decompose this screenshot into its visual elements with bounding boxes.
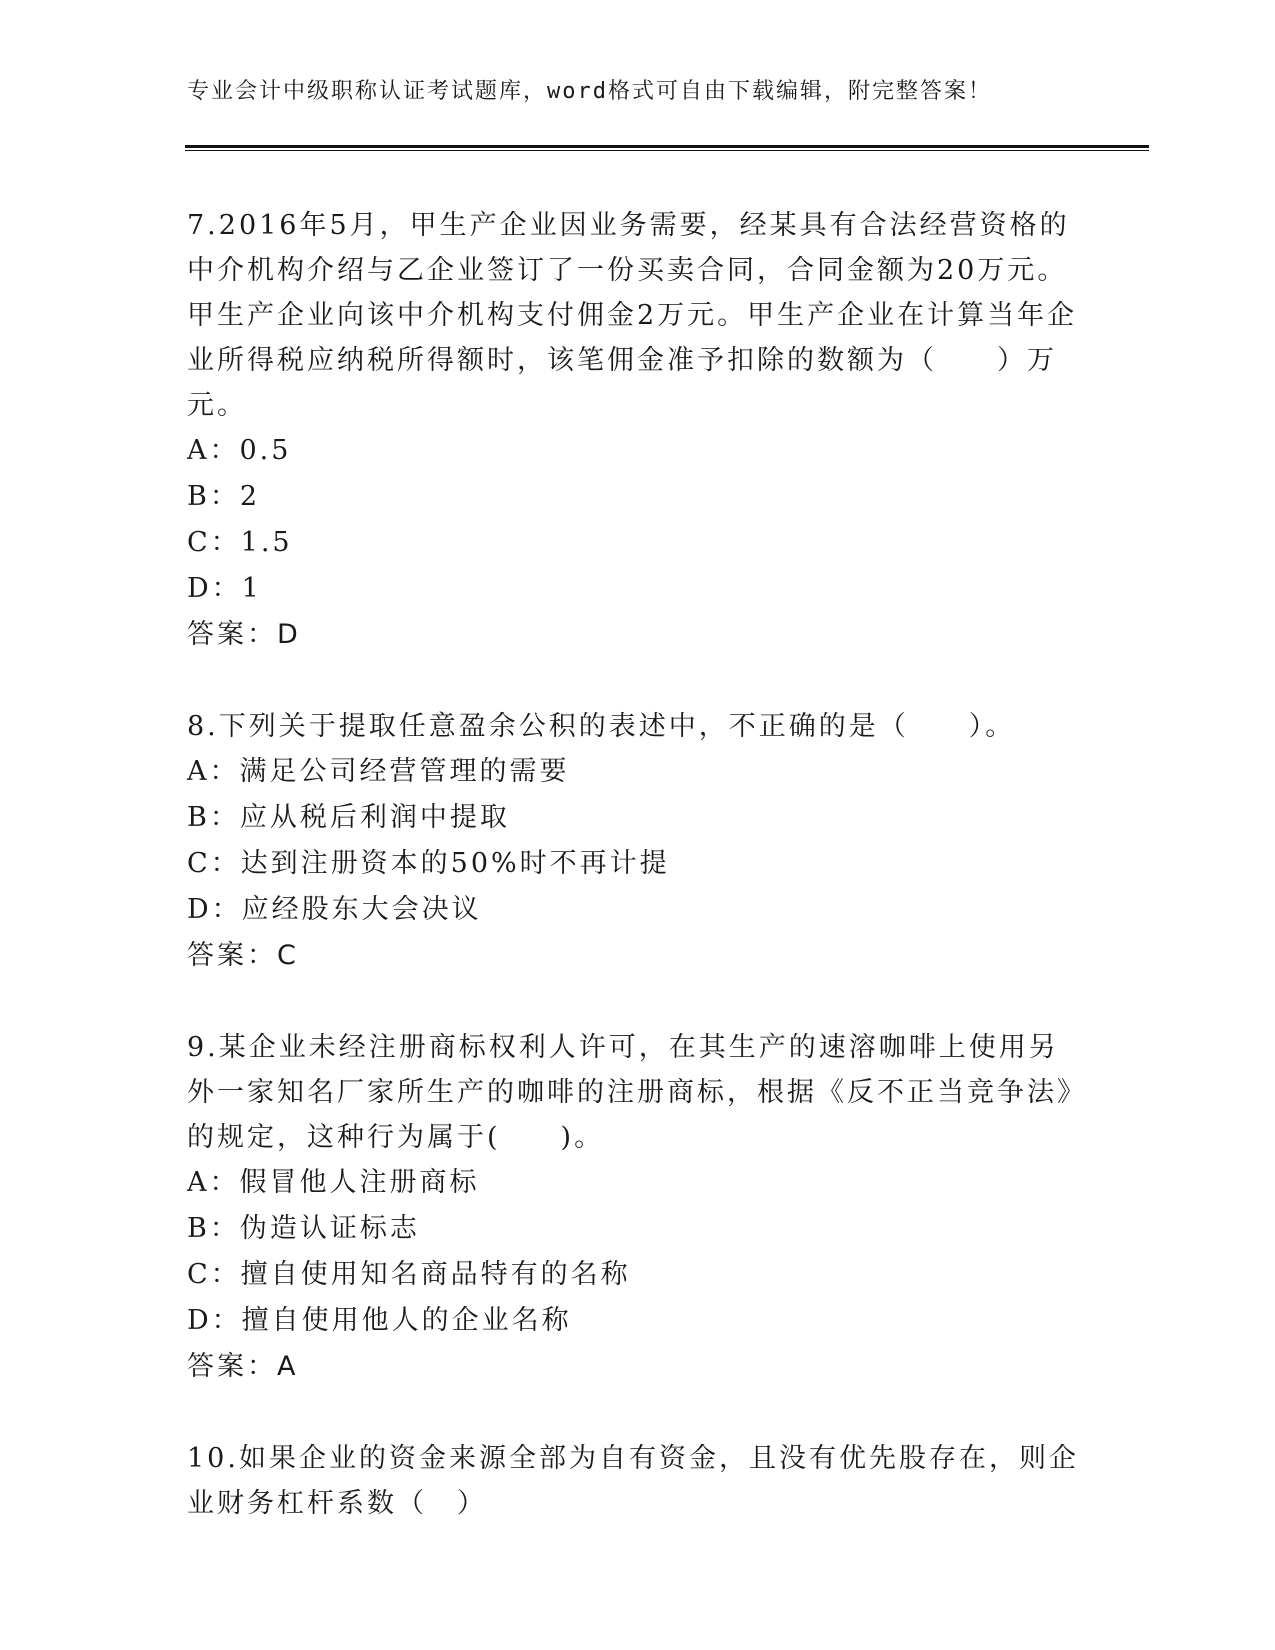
question-list: [187, 203, 1087, 1572]
option-a: A：满足公司经营管理的需要: [187, 756, 570, 787]
option-d: D：1: [187, 573, 262, 604]
header-divider: [185, 145, 1149, 148]
header-divider-thin: [185, 150, 1149, 151]
option-a: A：假冒他人注册商标: [187, 1167, 480, 1198]
option-c: C：1.5: [187, 527, 293, 558]
answer-line: 答案：C: [187, 940, 299, 971]
option-d: D：应经股东大会决议: [187, 894, 482, 925]
question-stem: 10.如果企业的资金来源全部为自有资金，且没有优先股存在，则企业财务杠杆系数（ ）: [187, 1443, 1079, 1519]
question-10: [187, 1436, 1087, 1526]
question-7: [187, 203, 1087, 658]
option-b: B：伪造认证标志: [187, 1213, 420, 1244]
answer-line: 答案：D: [187, 619, 301, 650]
question-9: [187, 1025, 1087, 1390]
question-stem: 8.下列关于提取任意盈余公积的表述中，不正确的是（ ）。: [187, 711, 1016, 742]
option-a: A：0.5: [187, 435, 292, 466]
question-stem: 7.2016年5月，甲生产企业因业务需要，经某具有合法经营资格的中介机构介绍与乙企业签订了一份买卖合同，合同金额为20万元。甲生产企业向该中介机构支付佣金2万元。甲生产企业在计算当年企业所得税应纳税所得额时，该笔佣金准予扣除的数额为（ ）万元。: [187, 210, 1078, 421]
option-c: C：擅自使用知名商品特有的名称: [187, 1259, 631, 1290]
question-stem: 9.某企业未经注册商标权利人许可，在其生产的速溶咖啡上使用另外一家知名厂家所生产的咖啡的注册商标，根据《反不正当竞争法》的规定，这种行为属于( )。: [187, 1032, 1087, 1153]
answer-line: 答案：A: [187, 1351, 299, 1382]
option-b: B：2: [187, 481, 261, 512]
question-8: [187, 704, 1087, 979]
page-header: 专业会计中级职称认证考试题库，word格式可自由下载编辑，附完整答案！: [187, 79, 992, 104]
option-b: B：应从税后利润中提取: [187, 802, 510, 833]
option-c: C：达到注册资本的50%时不再计提: [187, 848, 670, 879]
option-d: D：擅自使用他人的企业名称: [187, 1305, 572, 1336]
